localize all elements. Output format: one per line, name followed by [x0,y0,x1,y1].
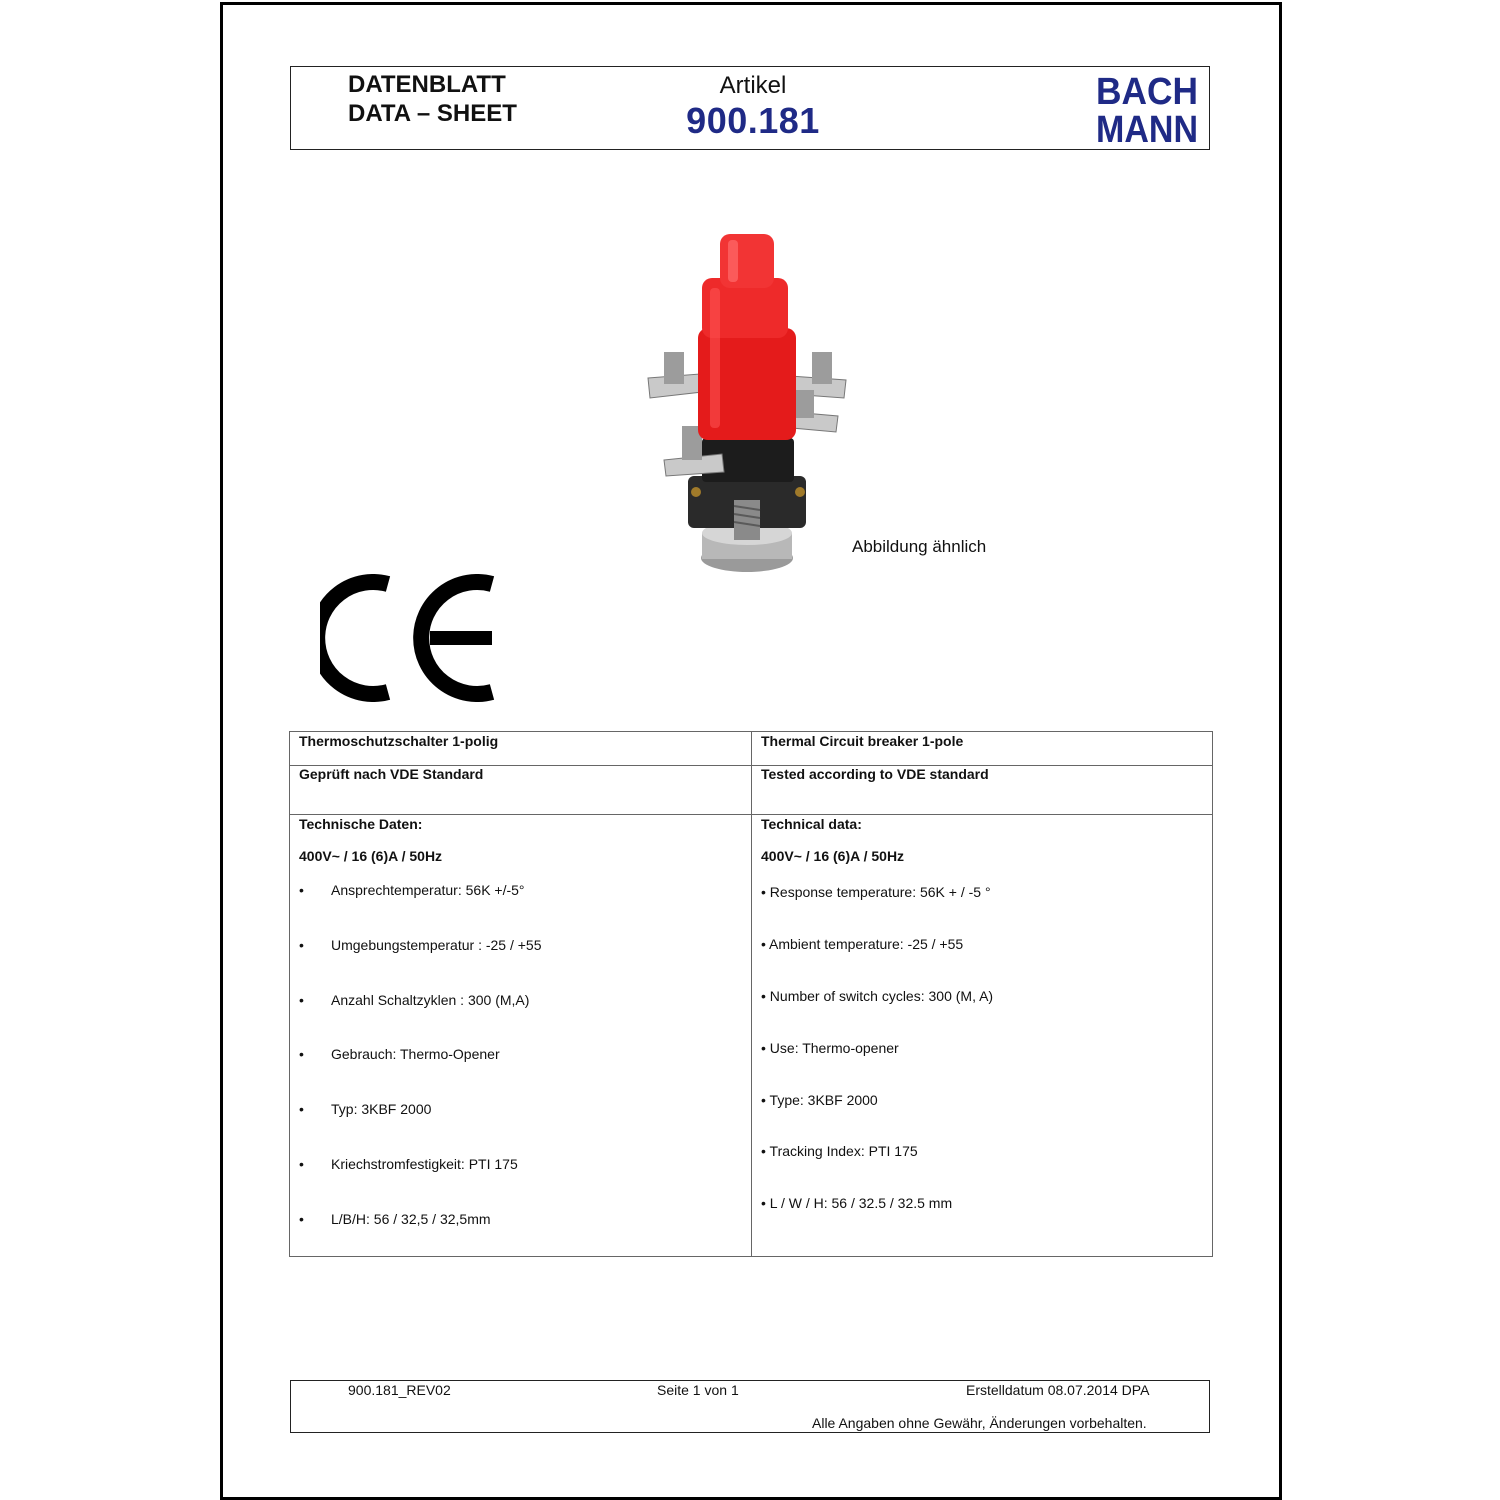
creation-date: Erstelldatum 08.07.2014 DPA [966,1382,1150,1398]
spec-cell-de: Thermoschutzschalter 1-polig [299,733,499,749]
revision-number: 900.181_REV02 [348,1382,451,1398]
rating-de: 400V~ / 16 (6)A / 50Hz [299,848,443,864]
svg-text:MANN: MANN [1096,109,1198,144]
row-divider [290,814,1212,815]
spec-table: Thermoschutzschalter 1-polig Thermal Circuit breaker 1-pole Geprüft nach VDE Standard Tested according to VDE standard Technische Daten: Technical data: 400V~ / 16 (6)A / 50Hz 400V~ / 16 (6)A / 50Hz • Ansprechtemperatur: 56K +/-5° • Umgebungstemperatur : -25 / +55 • Anzahl Schaltzyklen : 300 (M,A) • Gebrauch: Thermo-Opener • Typ: 3KBF 2000 • Kriechstromfestigkeit: PTI 175 • L/B/H: 56 / 32,5 / 32,5mm • Response temperature: 56K + / -5 ° • Ambient temperature: -25 / +55 • Number of switch cycles: 300 (M, A) • Use: Thermo-opener • Type: 3KBF 2000 • Tracking Index: PTI 175 • L / W / H: 56 / 32.5 / 32.5 mm [289,731,1213,1257]
artikel-number: 900.181 [686,100,820,141]
bullet-text: Ansprechtemperatur: 56K +/-5° [331,882,525,898]
ce-mark-icon [320,574,496,702]
svg-text:BACH: BACH [1096,71,1198,113]
spec-bullet-en: • Response temperature: 56K + / -5 ° [761,884,991,900]
spec-cell-en: Thermal Circuit breaker 1-pole [761,733,964,749]
bullet-text: L/B/H: 56 / 32,5 / 32,5mm [331,1211,491,1227]
bullet-text: Typ: 3KBF 2000 [331,1101,432,1117]
disclaimer: Alle Angaben ohne Gewähr, Änderungen vorbehalten. [812,1415,1147,1431]
document-title [348,70,517,128]
spec-bullet-en: • Ambient temperature: -25 / +55 [761,936,964,952]
spec-bullet-en: • Use: Thermo-opener [761,1040,899,1056]
technical-heading-en: Technical data: [761,816,862,832]
spec-bullet-en: • Type: 3KBF 2000 [761,1092,878,1108]
spec-cell-en: Tested according to VDE standard [761,766,989,782]
bullet-text: Anzahl Schaltzyklen : 300 (M,A) [331,992,530,1008]
page-number: Seite 1 von 1 [657,1382,739,1398]
bullet-text: Kriechstromfestigkeit: PTI 175 [331,1156,518,1172]
technical-heading-de: Technische Daten: [299,816,423,832]
bullet-text: Umgebungstemperatur : -25 / +55 [331,937,542,953]
product-photo [640,228,854,578]
artikel-label: Artikel [719,72,787,99]
spec-bullet-en: • L / W / H: 56 / 32.5 / 32.5 mm [761,1195,953,1211]
title-de: DATENBLATT [348,71,506,98]
column-divider [751,732,752,1256]
rating-en: 400V~ / 16 (6)A / 50Hz [761,848,905,864]
spec-cell-de: Geprüft nach VDE Standard [299,766,484,782]
title-en: DATA – SHEET [348,100,517,127]
photo-caption: Abbildung ähnlich [852,537,987,556]
spec-bullet-en: • Tracking Index: PTI 175 [761,1143,918,1159]
spec-bullet-en: • Number of switch cycles: 300 (M, A) [761,988,994,1004]
bullet-text: Gebrauch: Thermo-Opener [331,1046,500,1062]
bachmann-logo [1095,70,1199,144]
